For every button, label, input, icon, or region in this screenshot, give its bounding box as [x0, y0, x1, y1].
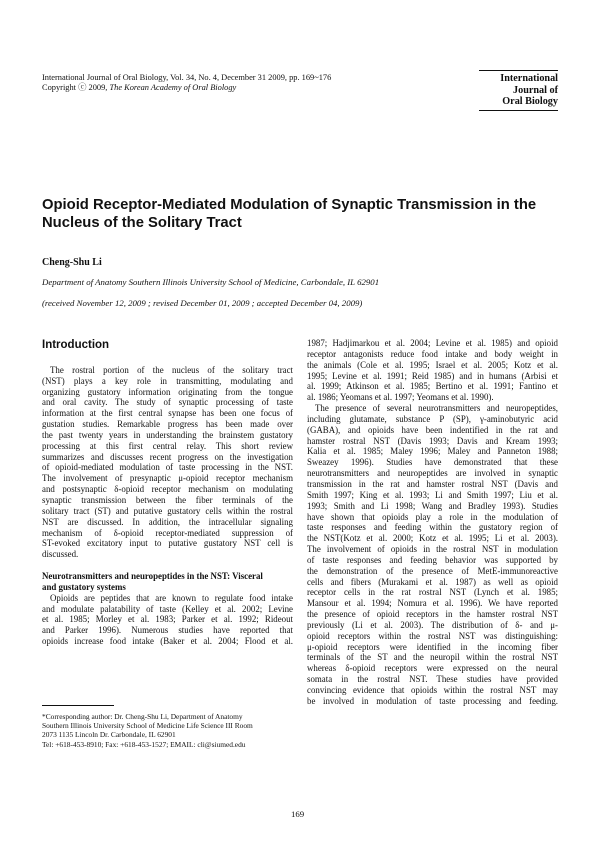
intro-line: and oral cavity. The study of synaptic processing of taste	[42, 397, 293, 408]
footnote-line-4: Tel: +618-453-8910; Fax: +618-453-1527; EMAIL: cli@siumed.edu	[42, 739, 246, 749]
body-line: Mansour et al. 1994; Nomura et al. 1996). We have reported	[307, 598, 558, 609]
neuro-line: et al. 1985; Morley et al. 1983; Parker et al. 1992; Rideout	[42, 614, 293, 625]
intro-line: solitary tract (ST) and putative gustatory cells within the rostral	[42, 505, 293, 516]
intro-paragraph	[42, 365, 293, 560]
intro-line: discussed.	[42, 549, 79, 560]
body-line: the animals (Cole et al. 1995; Israel et al. 2005; Kotz et al.	[307, 359, 558, 370]
page-number: 169	[291, 809, 305, 819]
neuro-line: and Parker 1996). Numerous studies have reported that	[42, 625, 293, 636]
intro-line: the past twenty years in understanding the brainstem gustatory	[42, 429, 293, 440]
copyright-holder: The Korean Academy of Oral Biology	[109, 83, 237, 93]
neuro-line: opioids increase food intake (Baker et al. 2004; Flood et al.	[42, 636, 293, 647]
intro-line: organizing gustatory information originating from the tongue	[42, 386, 293, 397]
copyright-symbol: ⓒ	[78, 83, 87, 93]
body-line: receptor cells in the rat rostral NST (Lynch et al. 1985;	[307, 587, 558, 598]
intro-line: The involvement of presynaptic μ-opioid receptor mechanism	[42, 473, 293, 484]
body-line: hamster rostral NST (Davis 1993; Davis and Kream 1993;	[307, 435, 558, 446]
intro-line: mechanism of δ-opioid receptor-mediated suppression of	[42, 527, 293, 538]
intro-line: gustation studies. Remarkable progress has been made over	[42, 419, 293, 430]
intro-line: and postsynaptic δ-opioid receptor mechanism on modulating	[42, 484, 293, 495]
badge-line-1: International	[500, 73, 558, 84]
body-line: be involved in modulation of taste processing and feeding.	[307, 695, 558, 706]
body-line: Kalia et al. 1985; Maley 1996; Maley and Panneton 1988;	[307, 446, 558, 457]
right-column	[307, 338, 558, 707]
body-line: the NST(Kotz et al. 2000; Kotz et al. 1995; Li et al. 2003).	[307, 533, 558, 544]
left-column	[42, 338, 293, 647]
title-line-2: Nucleus of the Solitary Tract	[42, 215, 242, 231]
body-line: transmission in the rat and hamster rostral NST (Davis and	[307, 478, 558, 489]
badge-top-rule	[479, 70, 558, 71]
body-line: the presence of opioid receptors in the hamster rostral NST	[307, 609, 558, 620]
intro-line: processing at this first central relay. This short review	[42, 440, 293, 451]
footnote-line-1: *Corresponding author: Dr. Cheng-Shu Li, Department of Anatomy	[42, 712, 243, 721]
body-line: 1993; Smith and Li 1998; Wang and Bradley 1993). Studies	[307, 500, 558, 511]
neuro-paragraph	[42, 593, 293, 647]
footnote-line-3: 2073 1135 Lincoln Dr. Carbondale, IL 62901	[42, 730, 176, 740]
body-line: al. 1986; Yeomans et al. 1997; Yeomans et al. 1990).	[307, 392, 494, 403]
copyright-year: 2009,	[86, 83, 110, 93]
neuro-line: Opioids are peptides that are known to regulate food intake	[50, 592, 293, 603]
body-line: cells and fibers (Murakami et al. 1987) as well as opioid	[307, 576, 558, 587]
badge-line-2: Journal of	[513, 84, 558, 96]
body-line: opioid receptors within the rostral NST was distinguishing:	[307, 630, 558, 641]
intro-line: summarizes and discusses recent progress on the investigation	[42, 451, 293, 462]
journal-badge	[479, 73, 558, 111]
presence-paragraph	[307, 403, 558, 707]
section-heading-introduction: Introduction	[42, 339, 110, 351]
body-line: 1995; Levine et al. 1991; Reid 1985) and in humans (Arbisi et	[307, 370, 558, 381]
body-line: The presence of several neurotransmitters and neuropeptides,	[315, 403, 558, 414]
body-line: have shown that opioids play a role in the modulation of	[307, 511, 558, 522]
body-line: of taste responses and feeding behavior was supported by	[307, 554, 558, 565]
received-dates: (received November 12, 2009 ; revised December 01, 2009 ; accepted December 04, 2009)	[42, 298, 363, 308]
continued-paragraph	[307, 338, 558, 403]
body-line: the demonstration of the presence of MetE-immunoreactive	[307, 565, 558, 576]
intro-line: The rostral portion of the nucleus of the solitary tract	[50, 364, 293, 375]
body-line: convincing evidence that opioids within the rostral NST may	[307, 685, 558, 695]
body-line: taste responses and feeding within the gustatory region of	[307, 522, 558, 533]
intro-line: of opioid-mediated modulation of taste processing in the NST.	[42, 462, 293, 473]
author-affiliation: Department of Anatomy Southern Illinois University School of Medicine, Carbondale, IL 62901	[42, 277, 380, 287]
body-line: al. 1999; Atkinson et al. 1985; Bertino et al. 1991; Fantino et	[307, 381, 558, 392]
body-line: including glutamate, substance P (SP), γ-aminobutyric acid	[307, 413, 558, 424]
article-title	[42, 196, 562, 232]
copyright-prefix: Copyright	[42, 83, 79, 93]
body-line: Smith 1997; King et al. 1993; Li and Smith 1997; Liu et al.	[307, 489, 558, 500]
intro-line: (NST) plays a key role in transmitting, modulating and	[42, 375, 293, 386]
badge-line-3: Oral Biology	[502, 96, 558, 108]
subsection-heading	[42, 571, 293, 593]
body-line: somata in the rostral NST. These studies have provided	[307, 674, 558, 685]
body-line: The involvement of opioids in the rostral NST in modulation	[307, 544, 558, 555]
badge-bottom-rule	[479, 110, 558, 111]
body-line: whereas δ-opioid receptors were expressed on the neural	[307, 663, 558, 674]
body-line: (GABA), and opioids have been indentified in the rat and	[307, 424, 558, 435]
body-line: Sweazey 1996). Studies have demonstrated that these	[307, 457, 558, 468]
body-line: previously (Li et al. 2003). The distribution of δ- and μ-	[307, 619, 558, 630]
intro-line: ST-evoked excitatory input to putative gustatory NST cell is	[42, 538, 293, 549]
body-line: μ-opioid receptors were identified in the incoming fiber	[307, 641, 558, 652]
neuro-line: and modulate palatability of taste (Kelley et al. 2002; Levine	[42, 603, 293, 614]
intro-line: synaptic transmission between the fiber terminals of the	[42, 494, 293, 505]
corresponding-author-footnote	[42, 712, 302, 749]
author-name: Cheng-Shu Li	[42, 257, 102, 268]
body-line: terminals of the ST and the neuropil within the rostral NST	[307, 652, 558, 663]
subheading-line-2: and gustatory systems	[42, 581, 126, 592]
body-line: neurotransmitters and neuropeptides are involved in synaptic	[307, 468, 558, 479]
intro-line: NST are discussed. In addition, the intracellular signaling	[42, 516, 293, 527]
footnote-line-2: Southern Illinois University School of Medicine Life Science III Room	[42, 721, 253, 731]
citation-line: International Journal of Oral Biology, Vol. 34, No. 4, December 31 2009, pp. 169~176	[42, 73, 332, 82]
body-line: 1987; Hadjimarkou et al. 2004; Levine et al. 1985) and opioid	[307, 338, 558, 348]
intro-line: information at the first central synapse has been one focus of	[42, 408, 293, 419]
body-line: receptor antagonists reduce food intake and body weight in	[307, 348, 558, 359]
title-line-1: Opioid Receptor-Mediated Modulation of Synaptic Transmission in the	[42, 197, 537, 213]
footnote-rule	[42, 705, 114, 706]
copyright-line	[42, 83, 442, 93]
subheading-line-1: Neurotransmitters and neuropeptides in the NST: Visceral	[42, 571, 263, 582]
journal-header	[42, 73, 442, 93]
